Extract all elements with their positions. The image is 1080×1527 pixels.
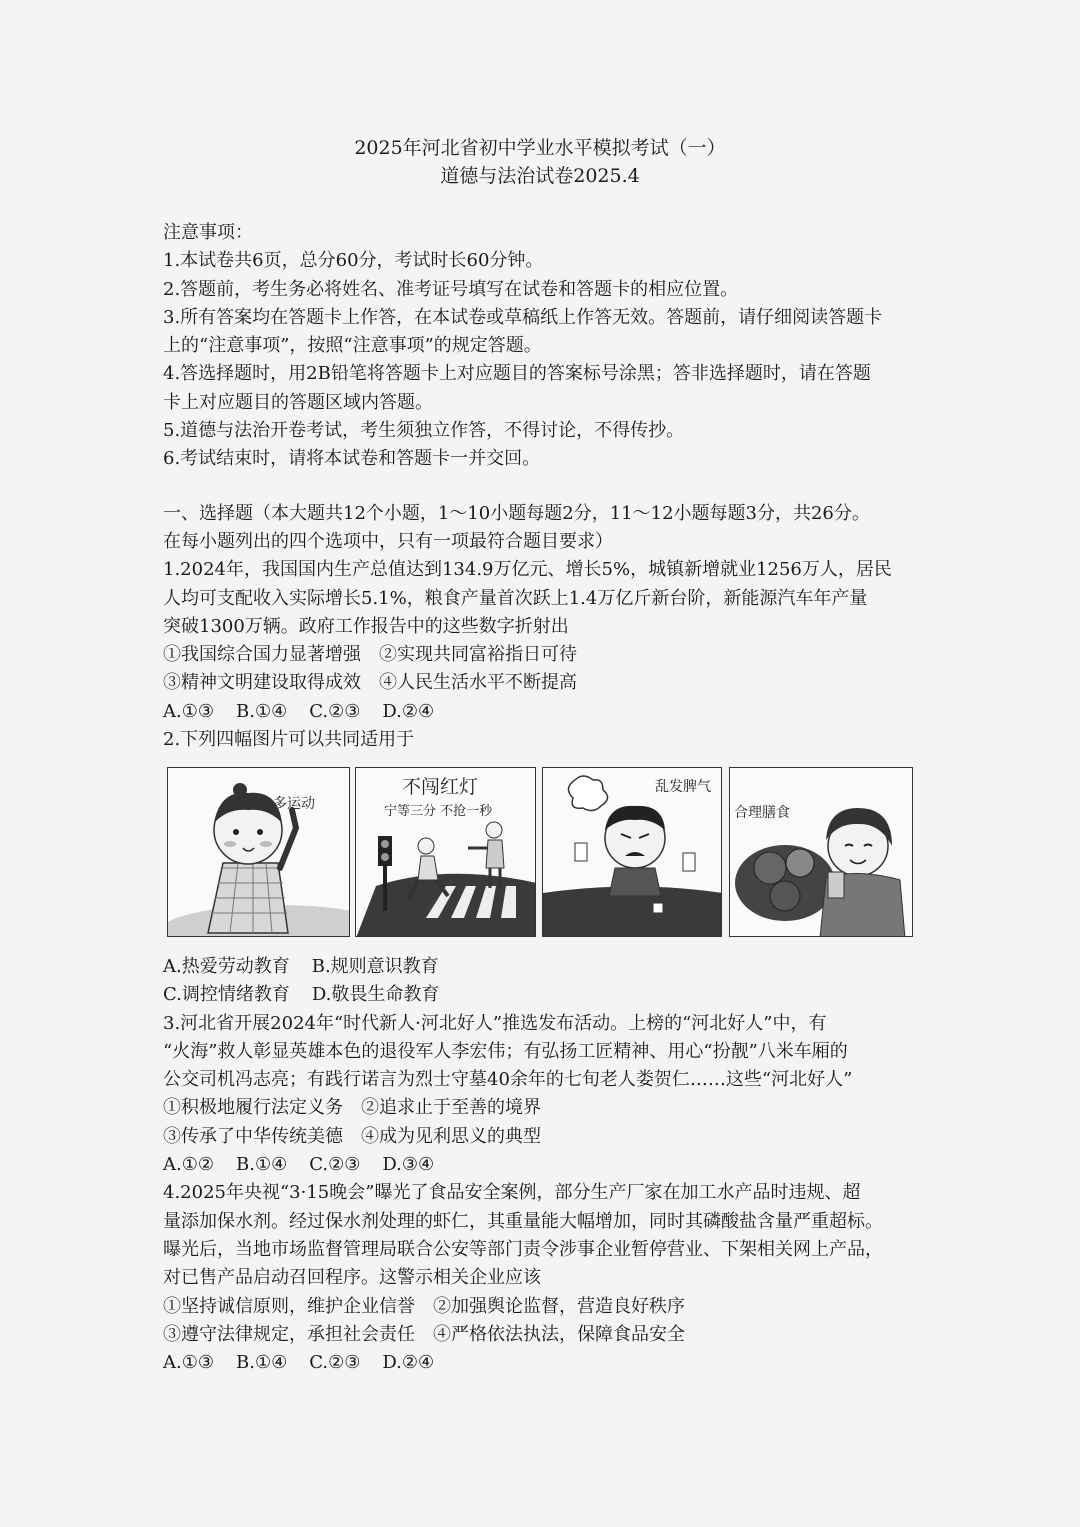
q1-option-a: A.①③ <box>163 700 214 722</box>
q3-stem: “火海”救人彰显英雄本色的退役军人李宏伟；有弘扬工匠精神、用心“扮靓”八米车厢的 <box>163 1040 848 1062</box>
q1-stem: 人均可支配收入实际增长5.1%，粮食产量首次跃上1.4万亿斤新台阶，新能源汽车年产量 <box>163 587 868 609</box>
illustration-exercise <box>167 767 350 937</box>
notice-line: 上的“注意事项”，按照“注意事项”的规定答题。 <box>163 335 542 357</box>
q4-options <box>163 1349 923 1377</box>
q2-stem: 2.下列四幅图片可以共同适用于 <box>163 729 415 751</box>
section-heading: 一、选择题（本大题共12个小题，1～10小题每题2分，11～12小题每题3分，共26分。 <box>163 502 870 524</box>
exam-subtitle: 道德与法治试卷2025.4 <box>440 165 640 187</box>
healthy-food-illustration <box>730 768 913 937</box>
q4-option-c: C.②③ <box>309 1352 361 1374</box>
q2-illustrations <box>167 767 913 939</box>
q2-option-c: C.调控情绪教育 <box>163 984 290 1006</box>
q3-option-a: A.①② <box>163 1154 214 1176</box>
q4-stem: 曝光后，当地市场监督管理局联合公安等部门责令涉事企业暂停营业、下架相关网上产品， <box>163 1238 883 1260</box>
q1-item: ①我国综合国力显著增强 ②实现共同富裕指日可待 <box>163 644 577 666</box>
q1-option-c: C.②③ <box>309 700 361 722</box>
q2-options-line <box>163 981 923 1009</box>
notice-line: 6.考试结束时，请将本试卷和答题卡一并交回。 <box>163 448 541 470</box>
q3-item: ③传承了中华传统美德 ④成为见利思义的典型 <box>163 1125 541 1147</box>
q3-option-d: D.③④ <box>382 1154 435 1176</box>
q1-stem: 突破1300万辆。政府工作报告中的这些数字折射出 <box>163 615 569 637</box>
q2-options-line <box>163 953 923 981</box>
q3-options <box>163 1151 923 1179</box>
q1-option-b: B.①④ <box>236 700 288 722</box>
q2-option-b: B.规则意识教育 <box>311 956 439 977</box>
q3-option-b: B.①④ <box>236 1154 288 1176</box>
q1-option-d: D.②④ <box>382 700 435 722</box>
illustration-caption: 不闯红灯 <box>402 776 479 798</box>
illustration-caption: 多运动 <box>273 796 315 812</box>
section-heading: 在每小题列出的四个选项中，只有一项最符合题目要求） <box>163 530 613 552</box>
illustration-caption: 乱发脾气 <box>655 779 711 795</box>
exam-title: 2025年河北省初中学业水平模拟考试（一） <box>354 137 726 159</box>
illustration-subcaption: 宁等三分 不抢一秒 <box>384 804 493 819</box>
q4-stem: 量添加保水剂。经过保水剂处理的虾仁，其重量能大幅增加，同时其磷酸盐含量严重超标。 <box>163 1210 883 1232</box>
notice-line: 1.本试卷共6页，总分60分，考试时长60分钟。 <box>163 250 544 272</box>
notice-heading: 注意事项： <box>163 222 253 243</box>
q4-option-b: B.①④ <box>236 1352 288 1374</box>
notice-line: 2.答题前，考生务必将姓名、准考证号填写在试卷和答题卡的相应位置。 <box>163 278 739 300</box>
q2-option-d: D.敬畏生命教育 <box>311 984 440 1006</box>
exam-body-top <box>163 219 923 754</box>
girl-waving-illustration <box>168 768 350 937</box>
q4-option-a: A.①③ <box>163 1352 214 1374</box>
illustration-temper <box>542 767 722 937</box>
notice-line: 5.道德与法治开卷考试，考生须独立作答，不得讨论，不得传抄。 <box>163 420 685 442</box>
notice-line: 4.答选择题时，用2B铅笔将答题卡上对应题目的答案标号涂黑；答非选择题时，请在答题 <box>163 363 871 385</box>
notice-line: 卡上对应题目的答题区域内答题。 <box>163 391 433 413</box>
q3-stem: 3.河北省开展2024年“时代新人·河北好人”推选发布活动。上榜的“河北好人”中，有 <box>163 1012 827 1034</box>
q3-stem: 公交司机冯志亮；有践行诺言为烈士守墓40余年的七旬老人娄贺仁……这些“河北好人” <box>163 1069 853 1091</box>
illustration-diet <box>729 767 913 937</box>
exam-body-bottom <box>163 953 923 1377</box>
notice-line: 3.所有答案均在答题卡上作答，在本试卷或草稿纸上作答无效。答题前，请仔细阅读答题卡 <box>163 306 883 328</box>
q1-stem: 1.2024年，我国国内生产总值达到134.9万亿元、增长5%，城镇新增就业1256万人，居民 <box>163 559 892 581</box>
q4-item: ③遵守法律规定，承担社会责任 ④严格依法执法，保障食品安全 <box>163 1323 685 1345</box>
illustration-traffic <box>355 767 536 937</box>
q3-option-c: C.②③ <box>309 1154 361 1176</box>
q3-item: ①积极地履行法定义务 ②追求止于至善的境界 <box>163 1097 541 1119</box>
q4-option-d: D.②④ <box>382 1352 435 1374</box>
q1-options <box>163 698 923 726</box>
q2-option-a: A.热爱劳动教育 <box>163 956 290 977</box>
q4-item: ①坚持诚信原则，维护企业信誉 ②加强舆论监督，营造良好秩序 <box>163 1295 685 1317</box>
q4-stem: 4.2025年央视“3·15晚会”曝光了食品安全案例，部分生产厂家在加工水产品时违规、超 <box>163 1182 861 1204</box>
q4-stem: 对已售产品启动召回程序。这警示相关企业应该 <box>163 1267 541 1289</box>
q1-item: ③精神文明建设取得成效 ④人民生活水平不断提高 <box>163 672 577 694</box>
illustration-caption: 合理膳食 <box>734 805 790 821</box>
